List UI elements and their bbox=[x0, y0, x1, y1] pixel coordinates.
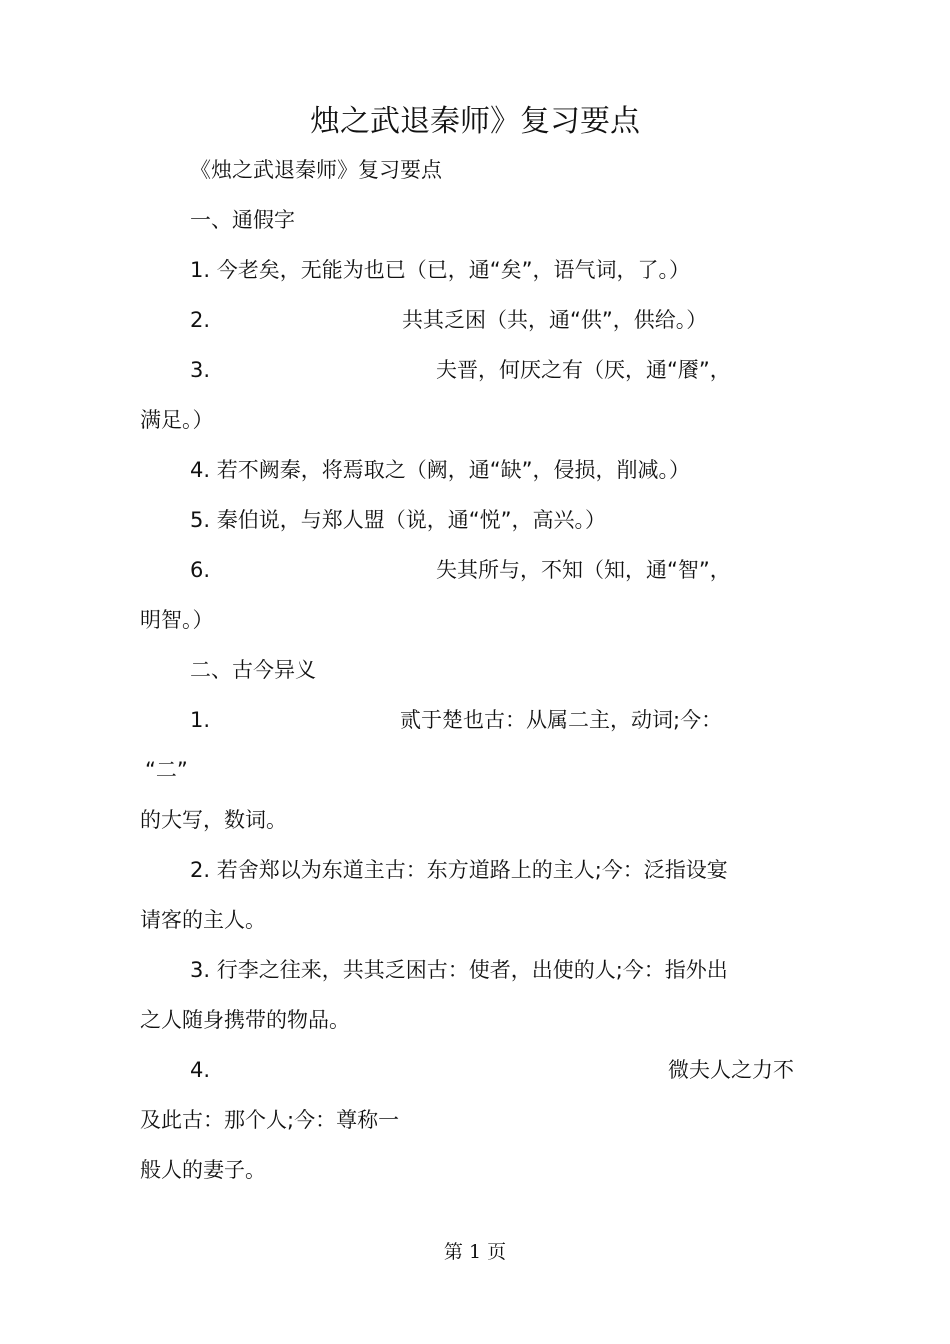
list-item-continuation: “二” bbox=[145, 758, 188, 782]
list-item: 贰于楚也古：从属二主，动词;今： bbox=[400, 708, 723, 732]
list-item-number: 3. bbox=[190, 358, 211, 382]
section-heading-gujinyiyi: 二、古今异义 bbox=[190, 658, 316, 682]
list-item-continuation: 明智。） bbox=[140, 608, 214, 632]
list-item: 3. 行李之往来，共其乏困古：使者，出使的人;今：指外出 bbox=[190, 958, 728, 982]
list-item-continuation: 般人的妻子。 bbox=[140, 1158, 266, 1182]
subtitle: 《烛之武退秦师》复习要点 bbox=[190, 158, 442, 182]
list-item: 1. 今老矣，无能为也已（已，通“矣”，语气词，了。） bbox=[190, 258, 690, 282]
list-item-number: 1. bbox=[190, 708, 211, 732]
list-item-number: 6. bbox=[190, 558, 211, 582]
page-title: 烛之武退秦师》复习要点 bbox=[310, 104, 640, 139]
list-item-continuation: 的大写，数词。 bbox=[140, 808, 287, 832]
list-item: 5. 秦伯说，与郑人盟（说，通“悦”，高兴。） bbox=[190, 508, 606, 532]
list-item: 失其所与，不知（知，通“智”， bbox=[436, 558, 731, 582]
list-item-continuation: 之人随身携带的物品。 bbox=[140, 1008, 350, 1032]
list-item-number: 2. bbox=[190, 308, 211, 332]
list-item: 夫晋，何厌之有（厌，通“餍”， bbox=[436, 358, 731, 382]
list-item-continuation: 及此古：那个人;今：尊称一 bbox=[140, 1108, 400, 1132]
list-item-continuation: 满足。） bbox=[140, 408, 214, 432]
page-number: 第 1 页 bbox=[443, 1241, 507, 1263]
list-item: 4. 若不阙秦，将焉取之（阙，通“缺”，侵损，削减。） bbox=[190, 458, 690, 482]
list-item: 微夫人之力不 bbox=[668, 1058, 794, 1082]
list-item: 共其乏困（共，通“供”，供给。） bbox=[402, 308, 708, 332]
list-item: 2. 若舍郑以为东道主古：东方道路上的主人;今：泛指设宴 bbox=[190, 858, 728, 882]
section-heading-tongjiazi: 一、通假字 bbox=[190, 208, 295, 232]
list-item-number: 4. bbox=[190, 1058, 211, 1082]
list-item-continuation: 请客的主人。 bbox=[140, 908, 266, 932]
